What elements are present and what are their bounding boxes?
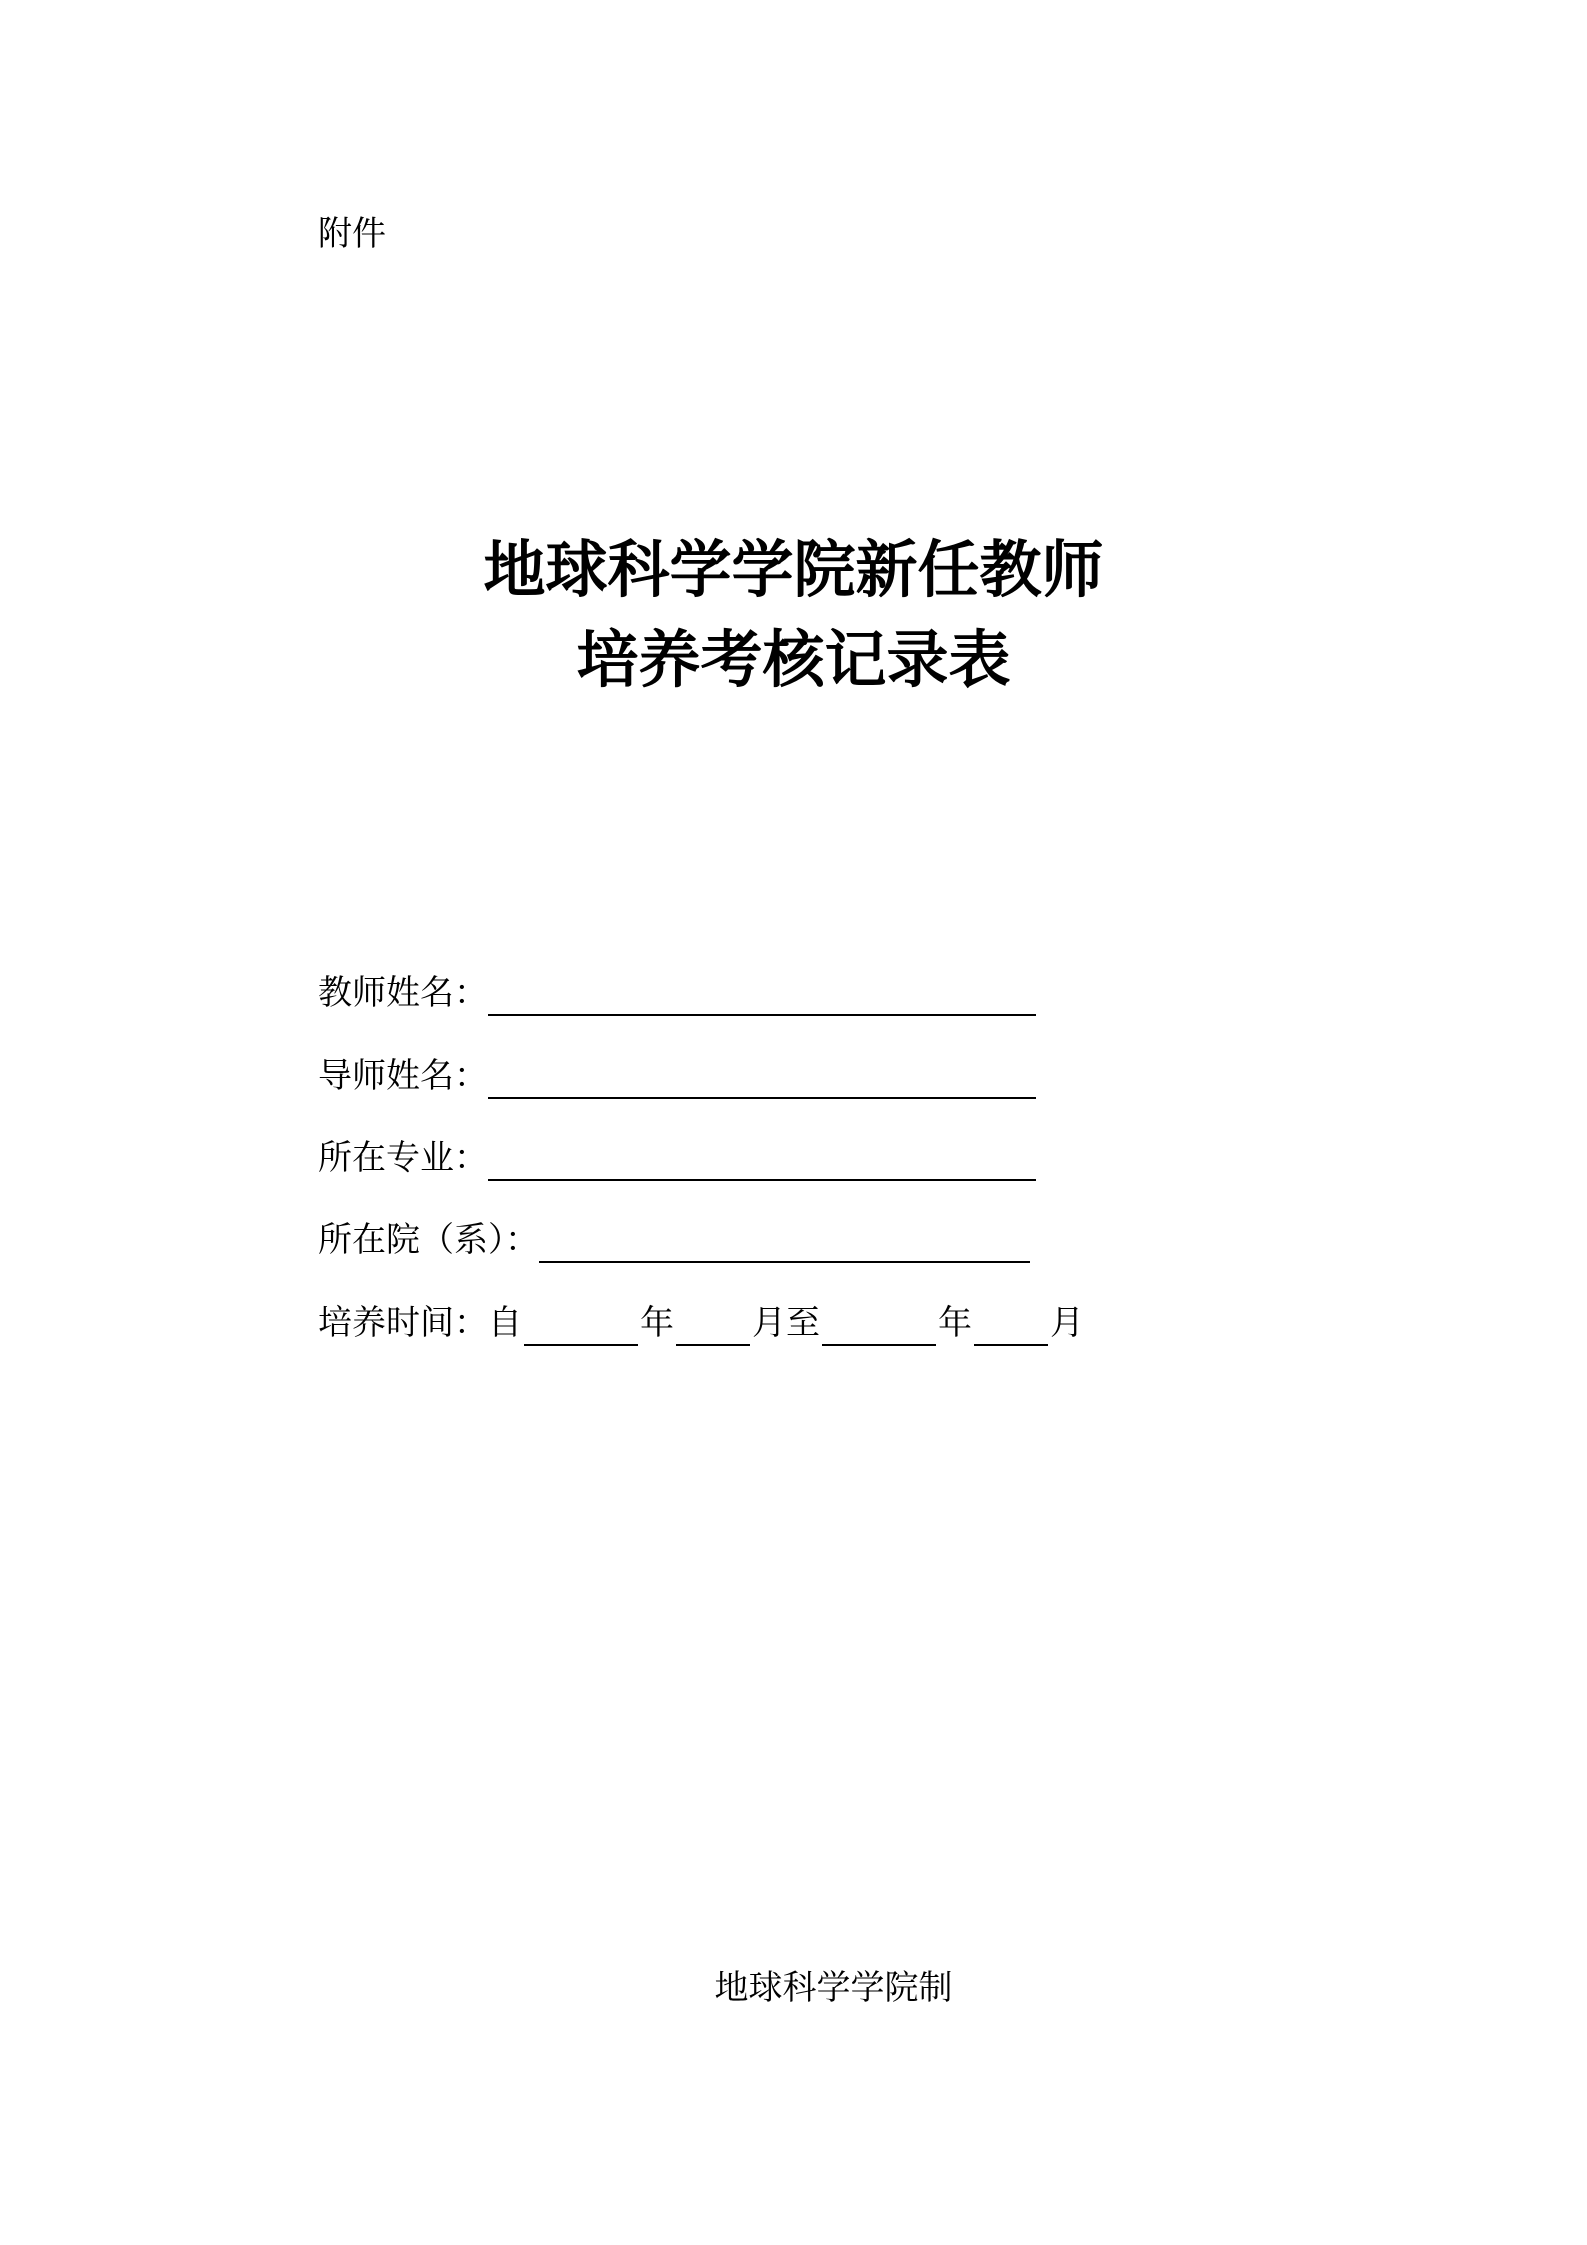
department-row	[318, 1213, 1030, 1263]
start-month-to-text: 月至	[752, 1303, 820, 1343]
end-year-text: 年	[938, 1303, 972, 1343]
document-title-line2: 培养考核记录表	[576, 623, 1011, 696]
attachment-label: 附件	[318, 214, 386, 254]
end-year-blank[interactable]	[822, 1304, 936, 1346]
start-year-blank[interactable]	[524, 1304, 638, 1346]
teacher-name-label: 教师姓名：	[318, 973, 488, 1013]
document-title-line1: 地球科学学院新任教师	[483, 533, 1104, 606]
start-year-text: 年	[640, 1303, 674, 1343]
teacher-name-blank[interactable]	[488, 974, 1036, 1016]
end-month-blank[interactable]	[974, 1304, 1048, 1346]
training-period-row	[318, 1296, 1084, 1346]
major-label: 所在专业：	[318, 1138, 488, 1178]
mentor-name-label: 导师姓名：	[318, 1056, 488, 1096]
training-period-label: 培养时间：	[318, 1303, 488, 1343]
teacher-name-row	[318, 966, 1036, 1016]
end-month-text: 月	[1050, 1303, 1084, 1343]
major-blank[interactable]	[488, 1139, 1036, 1181]
mentor-name-row	[318, 1049, 1036, 1099]
department-blank[interactable]	[539, 1221, 1030, 1263]
issuer-label: 地球科学学院制	[714, 1968, 953, 2008]
start-month-blank[interactable]	[676, 1304, 750, 1346]
mentor-name-blank[interactable]	[488, 1057, 1036, 1099]
department-label: 所在院（系）：	[318, 1220, 539, 1260]
period-from-text: 自	[488, 1303, 522, 1343]
major-row	[318, 1131, 1036, 1181]
